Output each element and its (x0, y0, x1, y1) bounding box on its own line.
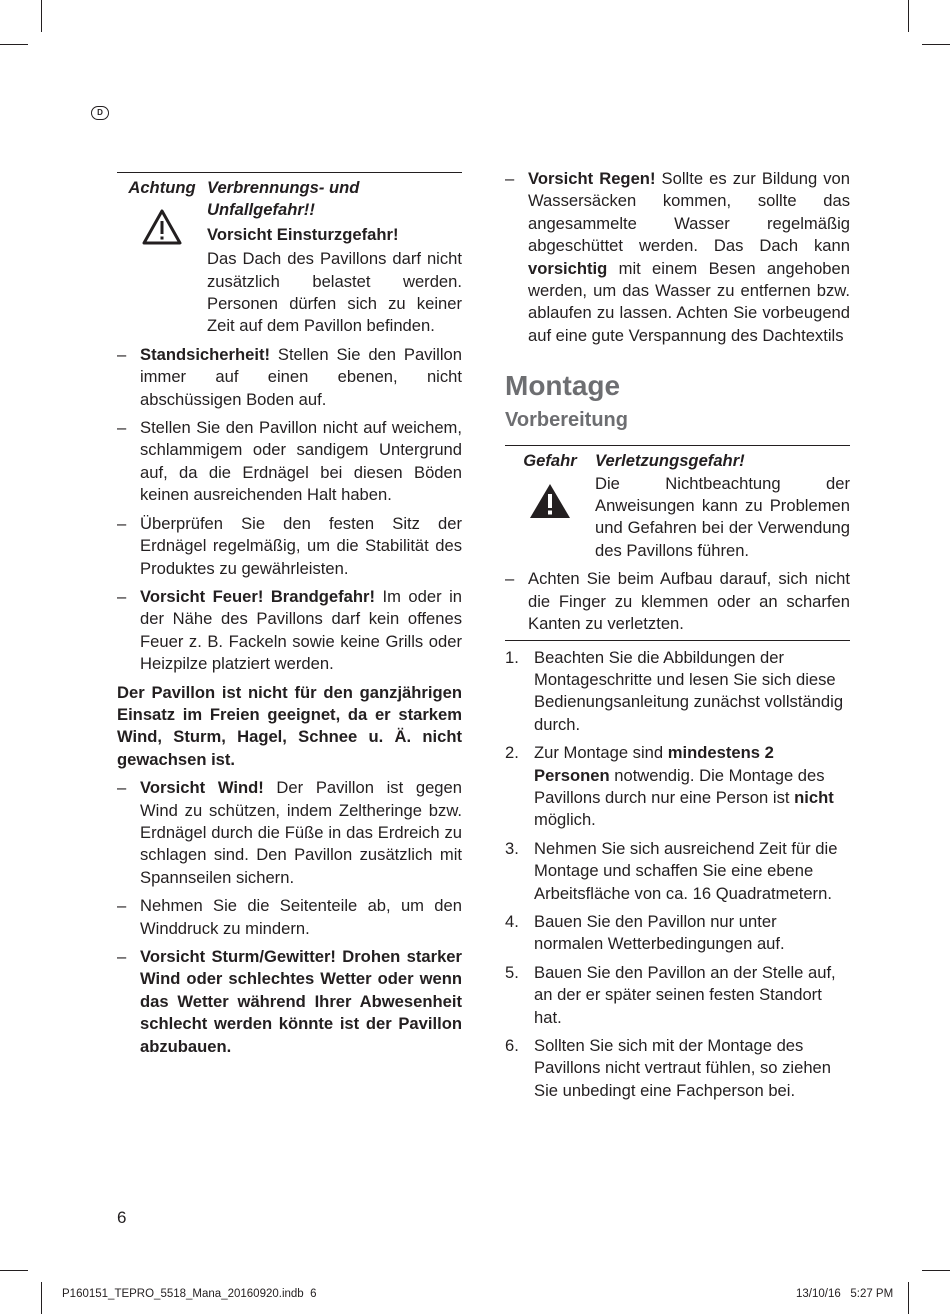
page-number: 6 (117, 1208, 127, 1227)
safety-list-1 (117, 344, 462, 676)
language-badge: D (91, 106, 109, 120)
list-item: – Überprüfen Sie den festen Sitz der Erdnägel regelmäßig, um die Stabilität des Produktes zu gewährleisten. (117, 513, 462, 578)
list-item: – Stellen Sie den Pavillon nicht auf weichem, schlammigem oder sandigem Untergrund auf, da die Erdnägel bei diesen Böden keinen ausreichenden Halt haben. (117, 418, 462, 505)
footer-file: P160151_TEPRO_5518_Mana_20160920.indb 6 (62, 1288, 317, 1300)
danger-label: Gefahr (523, 451, 577, 471)
crop-mark (908, 0, 909, 32)
warning-triangle-icon (142, 209, 182, 245)
safety-list-2 (117, 777, 462, 1058)
list-item: – Vorsicht Sturm/Gewitter! Drohen starker Wind oder schlechtes Wetter oder wenn das Wetter während Ihrer Abwesenheit schlecht werden könnte ist der Pavillon abzubauen. (117, 947, 462, 1056)
step-item: 1. Beachten Sie die Abbildungen der Montageschritte und lesen Sie sich diese Bedienungsanleitung zunächst vollständig durch. (505, 647, 844, 734)
warning-block (117, 173, 462, 338)
danger-triangle-icon (529, 483, 571, 519)
section-subheading: Vorbereitung (505, 409, 628, 432)
list-item: – Vorsicht Feuer! Brandgefahr! Im oder in der Nähe des Pavillons darf kein offenes Feuer z. B. Fackeln sowie keine Grills oder Heizpilze platziert werden. (117, 586, 462, 674)
step-item: 2. Zur Montage sind mindestens 2 Personen notwendig. Die Montage des Pavillons durch nur eine Person ist nicht möglich. (505, 743, 834, 830)
list-item: – Standsicherheit! Stellen Sie den Pavillon immer auf einen ebenen, nicht abschüssigen Boden auf. (117, 344, 462, 409)
step-item: 6. Sollten Sie sich mit der Montage des Pavillons nicht vertraut fühlen, so ziehen Sie unbedingt eine Fachperson bei. (505, 1036, 832, 1100)
assembly-steps (505, 647, 850, 1103)
bold-notice: Der Pavillon ist nicht für den ganzjährigen Einsatz im Freien geeignet, da er starkem Wind, Sturm, Hagel, Schnee u. Ä. nicht gewachsen ist. (117, 682, 462, 769)
danger-block (505, 446, 850, 562)
crop-mark (0, 1270, 28, 1271)
right-column (505, 169, 850, 1102)
warning-text: Das Dach des Pavillons darf nicht zusätzlich belastet werden. Personen dürfen sich zu keiner Zeit auf dem Pavillon befinden. (207, 249, 462, 336)
crop-mark (41, 1282, 42, 1314)
list-item: – Vorsicht Regen! Sollte es zur Bildung von Wassersäcken kommen, sollte das angesammelte Wasser regelmäßig abgeschüttet werden. Das Dach kann vorsichtig mit einem Besen angehoben werden, um das Wasser zu entfernen bzw. ablaufen zu lassen. Achten Sie vorbeugend auf eine gute Verspannung des Dachtextils (505, 169, 850, 345)
left-column (117, 172, 462, 1058)
crop-mark (922, 44, 950, 45)
step-item: 3. Nehmen Sie sich ausreichend Zeit für die Montage und schaffen Sie eine ebene Arbeitsfläche von ca. 16 Quadratmetern. (505, 838, 838, 903)
list-item: – Nehmen Sie die Seitenteile ab, um den Winddruck zu mindern. (117, 896, 462, 938)
danger-text: Die Nichtbeachtung der Anweisungen kann zu Problemen und Gefahren bei der Verwendung des Pavillons führen. (595, 473, 850, 560)
crop-mark (41, 0, 42, 32)
warning-subtitle: Vorsicht Einsturzgefahr! (207, 224, 399, 244)
danger-title: Verletzungsgefahr! (595, 451, 745, 471)
warning-label: Achtung (128, 178, 196, 197)
crop-mark (0, 44, 28, 45)
step-item: 5. Bauen Sie den Pavillon an der Stelle auf, an der er später seinen festen Standort hat. (505, 962, 836, 1027)
rain-bold: Vorsicht Regen! (528, 169, 656, 188)
steps-rule (505, 640, 850, 641)
warning-title: Verbrennungs- und Unfallgefahr!! (207, 178, 360, 220)
crop-mark (922, 1270, 950, 1271)
step-item: 4. Bauen Sie den Pavillon nur unter normalen Wetterbedingungen auf. (505, 911, 785, 954)
footer-timestamp: 13/10/16 5:27 PM (796, 1288, 894, 1300)
section-heading: Montage (505, 370, 621, 402)
list-item: – Vorsicht Wind! Der Pavillon ist gegen Wind zu schützen, indem Zeltheringe bzw. Erdnägel durch die Füße in das Erdreich zu schlagen sind. Den Pavillon zusätzlich mit Spannseilen sichern. (117, 778, 462, 887)
list-item: – Achten Sie beim Aufbau darauf, sich nicht die Finger zu klemmen oder an scharfen Kanten zu verletzten. (505, 569, 850, 634)
crop-mark (908, 1282, 909, 1314)
